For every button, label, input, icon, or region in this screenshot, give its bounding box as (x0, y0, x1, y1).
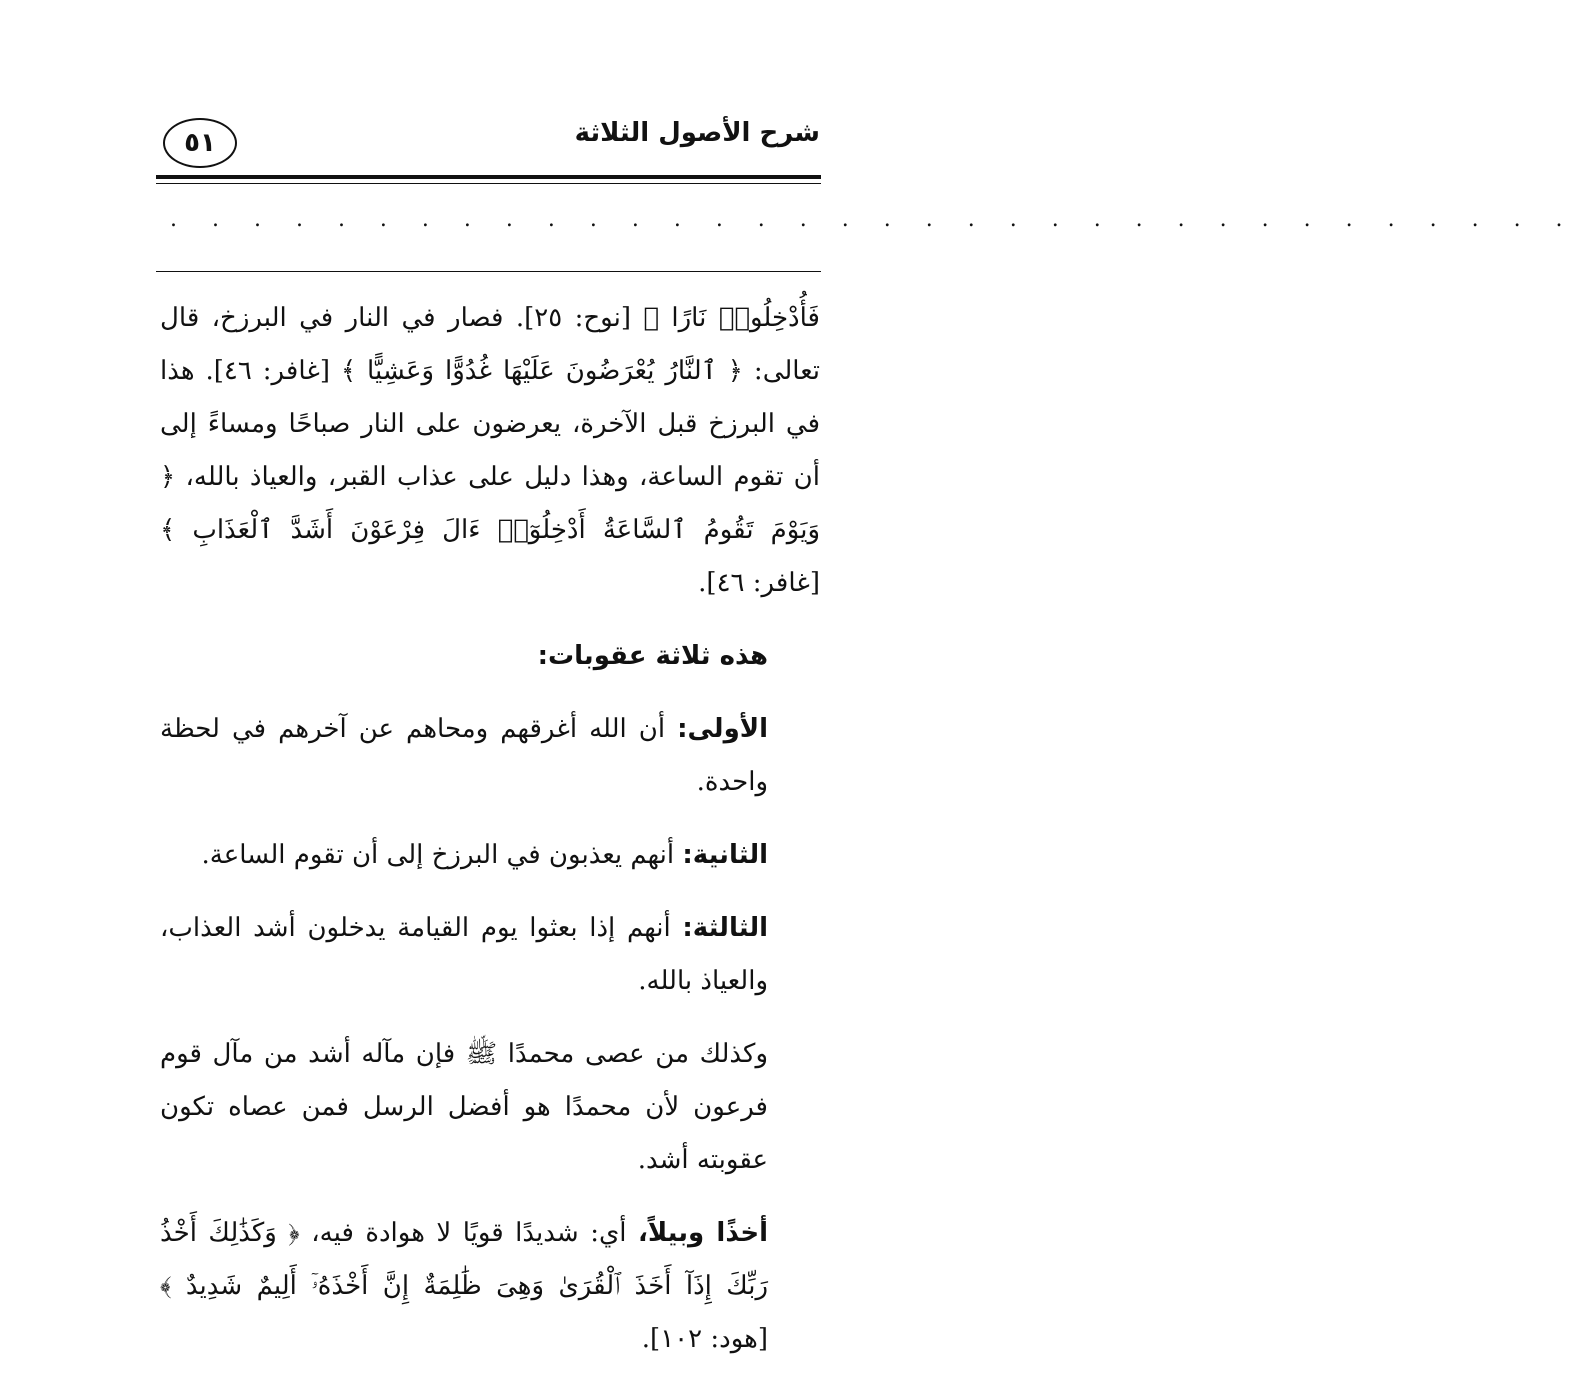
body-text (160, 292, 820, 1366)
section-rule (156, 271, 821, 272)
punishment-first (160, 703, 820, 809)
second-text: أنهم يعذبون في البرزخ إلى أن تقوم الساعة. (201, 840, 675, 870)
punishments-heading: هذه ثلاثة عقوبات: (537, 641, 768, 671)
punishment-second (160, 829, 820, 882)
paragraph-3: وكذلك من عصى محمدًا ﷺ فإن مآله أشد من مآل قوم فرعون لأن محمدًا هو أفضل الرسل فمن عصاه تكون عقوبته أشد. (160, 1039, 768, 1175)
punishment-third (160, 902, 820, 1008)
dotted-separator: . . . . . . . . . . . . . . . . . . . . . . . . . . . . . . . . . . (170, 207, 1577, 232)
third-label: الثالثة: (682, 913, 768, 943)
second-label: الثانية: (682, 840, 768, 870)
p4-label: أخذًا وبيلاً، (638, 1218, 769, 1248)
first-text: أن الله أغرقهم ومحاهم عن آخرهم في لحظة واحدة. (160, 714, 768, 797)
header-rule-thin (156, 183, 821, 184)
page-number: ٥١ (163, 118, 237, 168)
first-label: الأولى: (677, 714, 769, 744)
running-title: شرح الأصول الثلاثة (574, 118, 820, 148)
paragraph-4 (160, 1207, 820, 1366)
third-text: أنهم إذا بعثوا يوم القيامة يدخلون أشد العذاب، والعياذ بالله. (160, 913, 768, 996)
p4-text: أي: شديدًا قويًا لا هوادة فيه، ﴿ وَكَذَٰلِكَ أَخْذُ رَبِّكَ إِذَآ أَخَذَ ٱلْقُرَىٰ وَهِىَ ظَٰلِمَةٌ إِنَّ أَخْذَهُۥٓ أَلِيمٌ شَدِيدٌ ﴾ [هود: ١٠٢]. (160, 1218, 768, 1354)
header-rule (156, 175, 821, 179)
paragraph-1: فَأُدْخِلُوا۟ نَارًا ﴾ [نوح: ٢٥]. فصار في النار في البرزخ، قال تعالى: ﴿ ٱلنَّارُ يُعْرَضُونَ عَلَيْهَا غُدُوًّا وَعَشِيًّا ﴾ [غافر: ٤٦]. هذا في البرزخ قبل الآخرة، يعرضون على النار صباحًا ومساءً إلى أن تقوم الساعة، وهذا دليل على عذاب القبر، والعياذ بالله، ﴿ وَيَوْمَ تَقُومُ ٱلسَّاعَةُ أَدْخِلُوٓا۟ ءَالَ فِرْعَوْنَ أَشَدَّ ٱلْعَذَابِ ﴾ [غافر: ٤٦]. (160, 303, 820, 598)
